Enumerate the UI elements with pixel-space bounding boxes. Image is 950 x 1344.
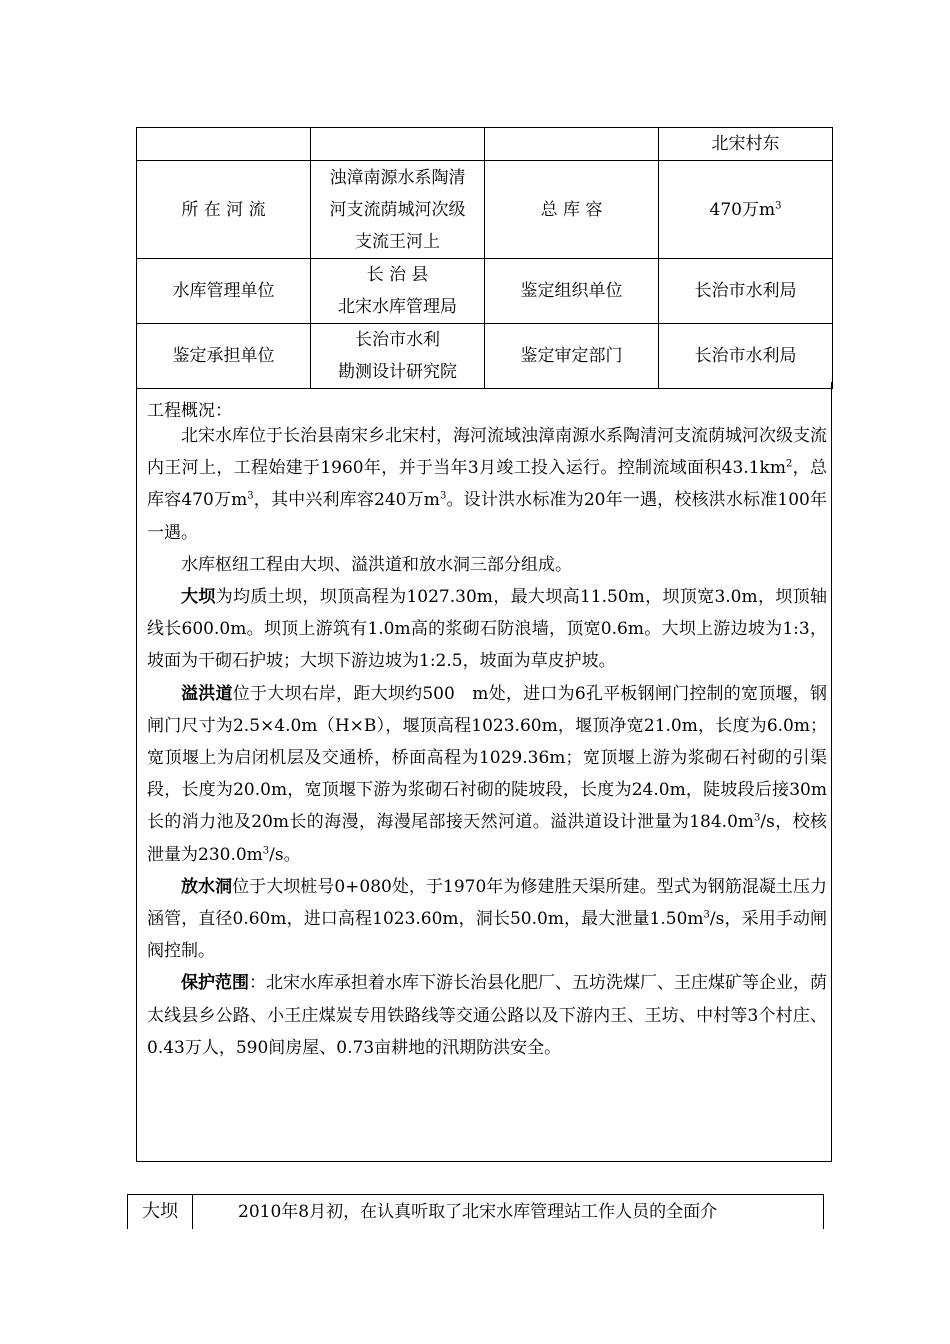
text-run: ，总库容470万m bbox=[147, 458, 828, 511]
table-cell bbox=[311, 128, 485, 161]
capacity-label-text: 总 库 容 bbox=[540, 199, 603, 220]
overview-paragraph bbox=[147, 967, 827, 1064]
overview-paragraph bbox=[147, 420, 827, 549]
reviewer-value: 长治市水利局 bbox=[659, 324, 833, 389]
table-cell bbox=[137, 128, 311, 161]
superscript: 3 bbox=[775, 199, 782, 211]
superscript: 3 bbox=[247, 490, 254, 502]
capacity-value bbox=[659, 161, 833, 259]
superscript: 3 bbox=[703, 909, 710, 921]
overview-paragraph bbox=[147, 581, 827, 678]
table-row bbox=[137, 161, 833, 259]
superscript: 2 bbox=[785, 458, 793, 470]
undertaker-value-line: 长治市水利 bbox=[355, 330, 440, 350]
management-value-line: 长 治 县 bbox=[366, 265, 429, 285]
text-run: ，其中兴利库容240万m bbox=[253, 490, 440, 511]
river-value bbox=[311, 161, 485, 259]
text-run: 。设计洪水标准为20年一遇，校核洪水标准100年一遇。 bbox=[147, 490, 827, 543]
text-run: /s，采用手动闸阀控制。 bbox=[147, 909, 828, 962]
superscript: 3 bbox=[262, 844, 270, 856]
river-label-text: 所 在 河 流 bbox=[181, 199, 266, 220]
table-row bbox=[137, 259, 833, 324]
section-term: 保护范围 bbox=[181, 973, 249, 994]
table-cell bbox=[485, 128, 659, 161]
section-term: 溢洪道 bbox=[181, 683, 233, 704]
capacity-label bbox=[485, 161, 659, 259]
table-row bbox=[137, 128, 833, 161]
text-run: 北宋水库位于长治县南宋乡北宋村，海河流域浊漳南源水系陶清河支流荫城河次级支流内王河上，工程始建于1960年，并于当年3月竣工投入运行。控制流域面积43.1km bbox=[147, 426, 827, 479]
overview-paragraph: 水库枢纽工程由大坝、溢洪道和放水洞三部分组成。 bbox=[181, 554, 572, 575]
dam-assessment-box bbox=[127, 1194, 824, 1229]
project-overview-box bbox=[136, 382, 832, 1162]
river-value-line: 支流王河上 bbox=[355, 231, 440, 252]
dam-assessment-text: 2010年8月初，在认真听取了北宋水库管理站工作人员的全面介 bbox=[238, 1202, 718, 1222]
text-run: /s，校核泄量为230.0m bbox=[147, 812, 827, 865]
management-label: 水库管理单位 bbox=[137, 259, 311, 324]
undertaker-label: 鉴定承担单位 bbox=[137, 324, 311, 389]
reservoir-info-table bbox=[136, 127, 833, 389]
superscript: 3 bbox=[754, 812, 761, 824]
text-run: ：北宋水库承担着水库下游长治县化肥厂、五坊洗煤厂、王庄煤矿等企业，荫太线县乡公路、小王庄煤炭专用铁路线等交通公路以及下游内王、王坊、中村等3个村庄、0.43万人，590间房屋、0.73亩耕地的汛期防洪安全。 bbox=[147, 973, 827, 1058]
undertaker-value bbox=[311, 324, 485, 389]
overview-paragraph bbox=[147, 871, 827, 968]
overview-heading: 工程概况： bbox=[147, 401, 232, 421]
table-row bbox=[137, 324, 833, 389]
management-value bbox=[311, 259, 485, 324]
location-value: 北宋村东 bbox=[659, 128, 833, 161]
capacity-value-text: 470万m bbox=[709, 199, 776, 220]
organizer-value: 长治市水利局 bbox=[659, 259, 833, 324]
overview-paragraph bbox=[147, 678, 827, 871]
river-value-line: 浊漳南源水系陶清 bbox=[329, 167, 466, 188]
text-run: 位于大坝右岸，距大坝约500 m处，进口为6孔平板钢闸门控制的宽顶堰，钢闸门尺寸为2.5×4.0m（H×B），堰顶高程1023.60m，堰顶净宽21.0m，长度为6.0m；宽顶堰上为启闭机层及交通桥，桥面高程为1029.36m；宽顶堰上游为浆砌石衬砌的引渠段，长度为20.0m，宽顶堰下游为浆砌石衬砌的陡坡段，长度为24.0m，陡坡段后接30m长的消力池及20m长的海漫，海漫尾部接天然河道。溢洪道设计泄量为184.0m bbox=[147, 683, 827, 833]
river-value-line: 河支流荫城河次级 bbox=[329, 199, 466, 220]
organizer-label: 鉴定组织单位 bbox=[485, 259, 659, 324]
river-label bbox=[137, 161, 311, 259]
dam-label: 大坝 bbox=[128, 1195, 193, 1229]
section-term: 放水洞 bbox=[181, 876, 233, 897]
section-term: 大坝 bbox=[181, 587, 216, 608]
overview-body bbox=[147, 420, 827, 1064]
reviewer-label: 鉴定审定部门 bbox=[485, 324, 659, 389]
management-value-line: 北宋水库管理局 bbox=[338, 297, 457, 317]
superscript: 3 bbox=[439, 490, 447, 502]
text-run: 位于大坝桩号0+080处，于1970年为修建胜天渠所建。型式为钢筋混凝土压力涵管，直径0.60m，进口高程1023.60m，洞长50.0m，最大泄量1.50m bbox=[147, 876, 828, 930]
undertaker-value-line: 勘测设计研究院 bbox=[338, 362, 457, 382]
text-run: /s。 bbox=[269, 844, 301, 865]
text-run: 为均质土坝，坝顶高程为1027.30m，最大坝高11.50m，坝顶宽3.0m，坝顶轴线长600.0m。坝顶上游筑有1.0m高的浆砌石防浪墙，顶宽0.6m。大坝上游边坡为1:3，坡面为干砌石护坡；大坝下游边坡为1:2.5，坡面为草皮护坡。 bbox=[147, 587, 827, 672]
